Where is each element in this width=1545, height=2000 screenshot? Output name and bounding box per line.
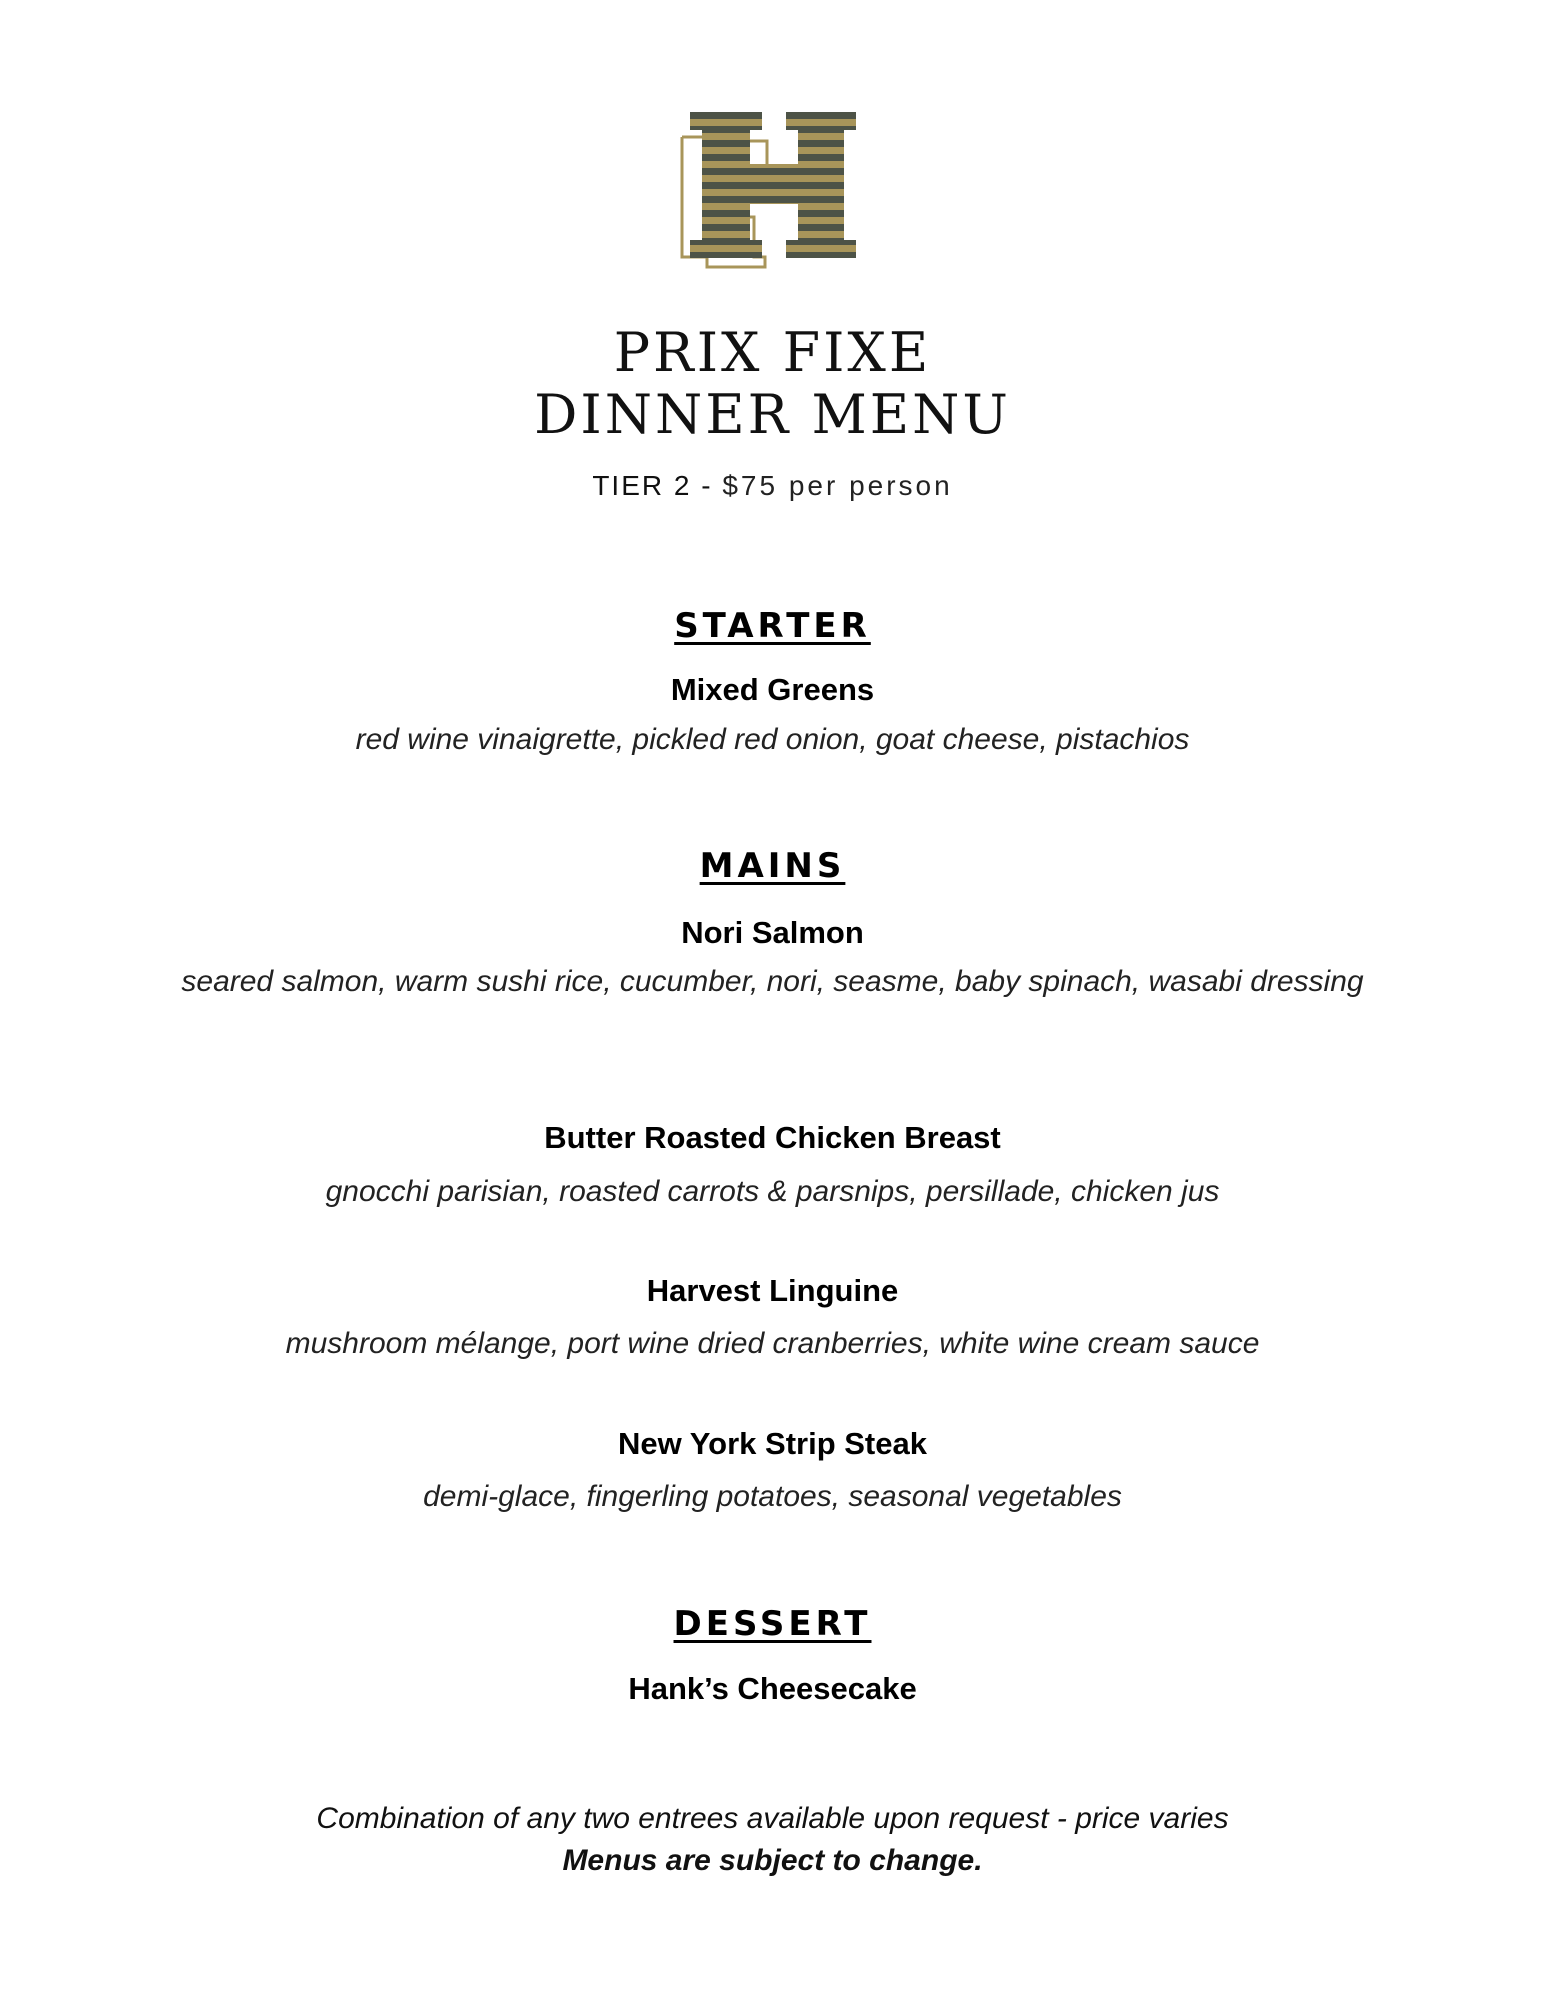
menu-item-description: mushroom mélange, port wine dried cranberries, white wine cream sauce — [285, 1327, 1260, 1360]
menu-item-name: Nori Salmon — [681, 915, 864, 950]
tier-label: TIER 2 - — [592, 470, 713, 501]
menu-item-name: New York Strip Steak — [618, 1426, 927, 1461]
footer-disclaimer: Menus are subject to change. — [562, 1844, 983, 1877]
section-heading-starter: STARTER — [674, 606, 871, 646]
menu-title-line1: PRIX FIXE — [613, 321, 932, 384]
menu-item-description: demi-glace, fingerling potatoes, seasonal vegetables — [423, 1480, 1122, 1513]
tier-price: $75 per person — [722, 470, 953, 501]
menu-item-name: Hank’s Cheesecake — [628, 1671, 917, 1706]
footer-note: Combination of any two entrees available upon request - price varies — [316, 1802, 1229, 1835]
menu-title-line2: DINNER MENU — [534, 383, 1011, 446]
section-heading-mains: MAINS — [699, 846, 846, 886]
menu-item-name: Mixed Greens — [670, 672, 875, 707]
menu-item-name: Butter Roasted Chicken Breast — [544, 1120, 1001, 1155]
hank-h-logo — [680, 112, 856, 270]
section-heading-dessert: DESSERT — [673, 1604, 872, 1644]
menu-item-name: Harvest Linguine — [646, 1273, 899, 1308]
menu-item-description: red wine vinaigrette, pickled red onion, goat cheese, pistachios — [355, 723, 1190, 756]
menu-item-description: gnocchi parisian, roasted carrots & parsnips, persillade, chicken jus — [325, 1175, 1220, 1208]
tier-line — [0, 468, 1545, 504]
menu-item-description: seared salmon, warm sushi rice, cucumber, nori, seasme, baby spinach, wasabi dressing — [181, 965, 1364, 998]
